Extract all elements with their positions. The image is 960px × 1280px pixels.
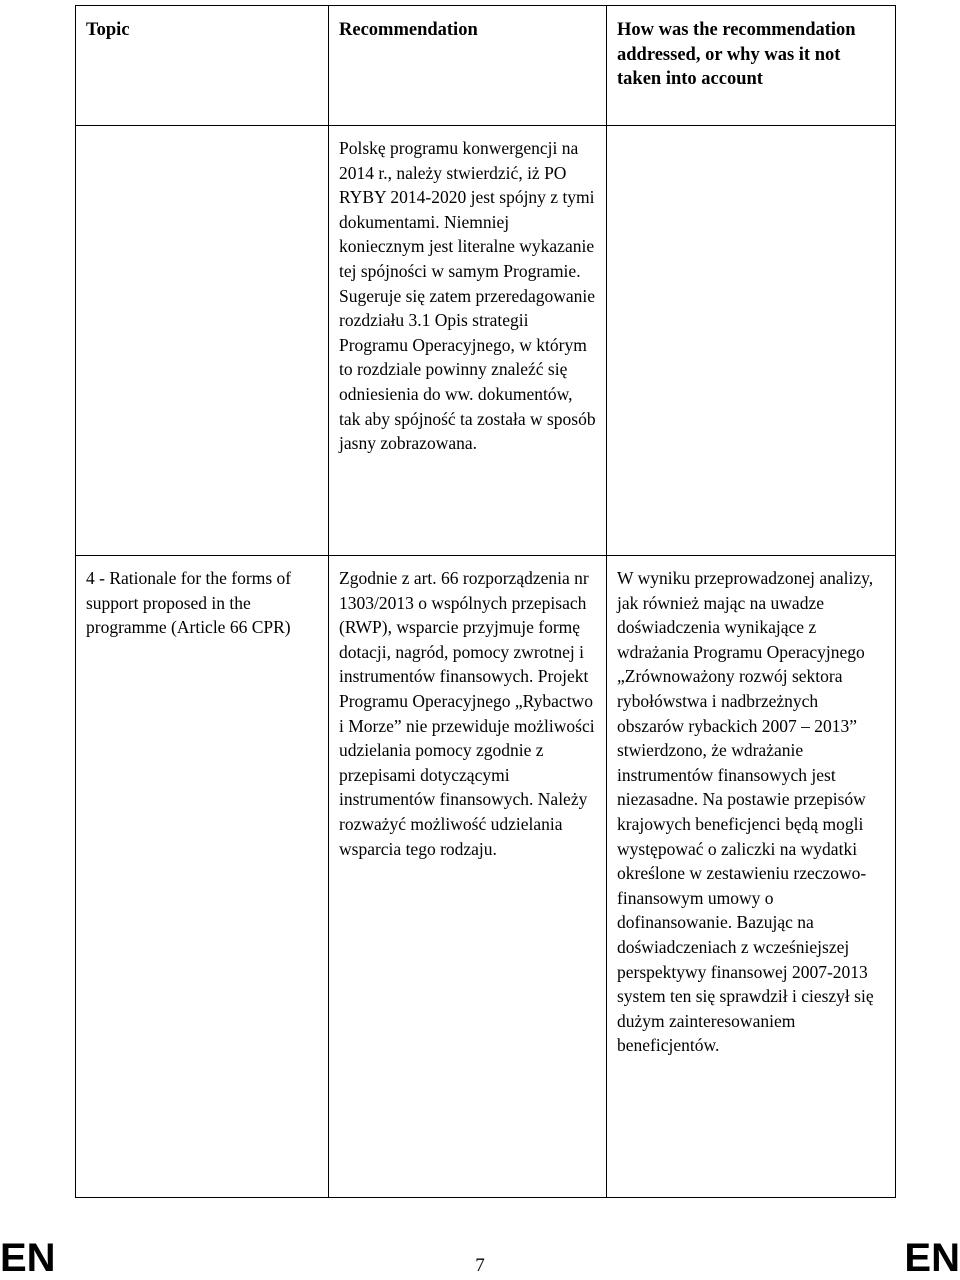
table-row [76, 126, 896, 556]
footer-language-right: EN [904, 1236, 960, 1280]
footer-language-left: EN [0, 1236, 56, 1280]
cell-recommendation: Polskę programu konwergencji na 2014 r., należy stwierdzić, iż PO RYBY 2014-2020 jest spójny z tymi dokumentami. Niemniej koniecznym jest literalne wykazanie tej spójności w samym Programie. Sugeruje się zatem przeredagowanie rozdziału 3.1 Opis strategii Programu Operacyjnego, w którym to rozdziale powinny znaleźć się odniesienia do ww. dokumentów, tak aby spójność ta została w sposób jasny zobrazowana. [329, 126, 607, 556]
recommendations-table [75, 5, 896, 1198]
cell-topic [76, 126, 329, 556]
cell-topic: 4 - Rationale for the forms of support proposed in the programme (Article 66 CPR) [76, 556, 329, 1198]
page-number: 7 [475, 1255, 485, 1276]
table-header-row [76, 6, 896, 126]
header-topic: Topic [76, 6, 329, 126]
cell-recommendation: Zgodnie z art. 66 rozporządzenia nr 1303/2013 o wspólnych przepisach (RWP), wsparcie przyjmuje formę dotacji, nagród, pomocy zwrotnej i instrumentów finansowych. Projekt Programu Operacyjnego „Rybactwo i Morze” nie przewiduje możliwości udzielania pomocy zgodnie z przepisami dotyczącymi instrumentów finansowych. Należy rozważyć możliwość udzielania wsparcia tego rodzaju. [329, 556, 607, 1198]
header-recommendation: Recommendation [329, 6, 607, 126]
cell-addressed: W wyniku przeprowadzonej analizy, jak również mając na uwadze doświadczenia wynikające z wdrażania Programu Operacyjnego „Zrównoważony rozwój sektora rybołówstwa i nadbrzeżnych obszarów rybackich 2007 – 2013” stwierdzono, że wdrażanie instrumentów finansowych jest niezasadne. Na postawie przepisów krajowych beneficjenci będą mogli występować o zaliczki na wydatki określone w zestawieniu rzeczowo-finansowym umowy o dofinansowanie. Bazując na doświadczeniach z wcześniejszej perspektywy finansowej 2007-2013 system ten się sprawdził i cieszył się dużym zainteresowaniem beneficjentów. [607, 556, 896, 1198]
header-addressed: How was the recommendation addressed, or why was it not taken into account [607, 6, 896, 126]
cell-addressed [607, 126, 896, 556]
table-row [76, 556, 896, 1198]
